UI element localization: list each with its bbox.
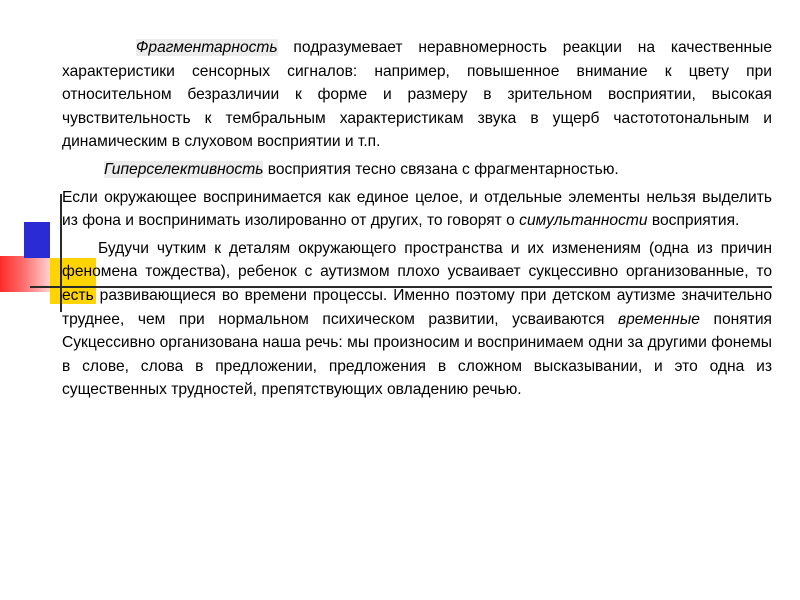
paragraph-successive: [62, 237, 772, 402]
slide-text: [62, 36, 772, 402]
paragraph-simultaneity-text-after: восприятия.: [647, 212, 740, 230]
blue-square: [24, 222, 50, 258]
paragraph-successive-text-after: понятия Сукцессивно организована наша речь: мы произносим и воспринимаем одни за другими фонемы в слове, слова в предложении, предложения в сложном высказывании, и это одна из существенных трудностей, препятствующих овладению речью.: [62, 310, 772, 399]
paragraph-hyperselectivity-text: восприятия тесно связана с фрагментарностью.: [263, 160, 619, 178]
term-temporal: временные: [617, 310, 700, 328]
term-fragmentarity: Фрагментарность: [136, 39, 278, 56]
paragraph-successive-text-before: Будучи чутким к деталям окружающего пространства и их изменениям (одна из причин феномена тождества), ребенок с аутизмом плохо усваивает сукцессивно организованные, то есть развивающиеся во времени процессы. Именно поэтому при детском аутизме значительно труднее, чем при нормальном психическом развитии, усваиваются: [62, 239, 772, 328]
paragraph-fragmentarity-text: подразумевает неравномерность реакции на качественные характеристики сенсорных сигналов: например, повышенное внимание к цвету при относительном безразличии к форме и размеру в зрительном восприятии, высокая чувствительность к тембральным характеристикам звука в ущерб частототональным и динамическим в слуховом восприятии и т.п.: [62, 39, 772, 151]
paragraph-simultaneity-text-before: Если окружающее воспринимается как единое целое, и отдельные элементы нельзя выделить из фона и воспринимать изолированно от других, то говорят о: [62, 188, 772, 230]
paragraph-hyperselectivity: [62, 158, 772, 182]
term-hyperselectivity: Гиперселективность: [104, 160, 264, 178]
paragraph-fragmentarity: [62, 36, 772, 154]
paragraph-simultaneity: [62, 186, 772, 233]
term-simultaneity: симультанности: [519, 212, 648, 230]
